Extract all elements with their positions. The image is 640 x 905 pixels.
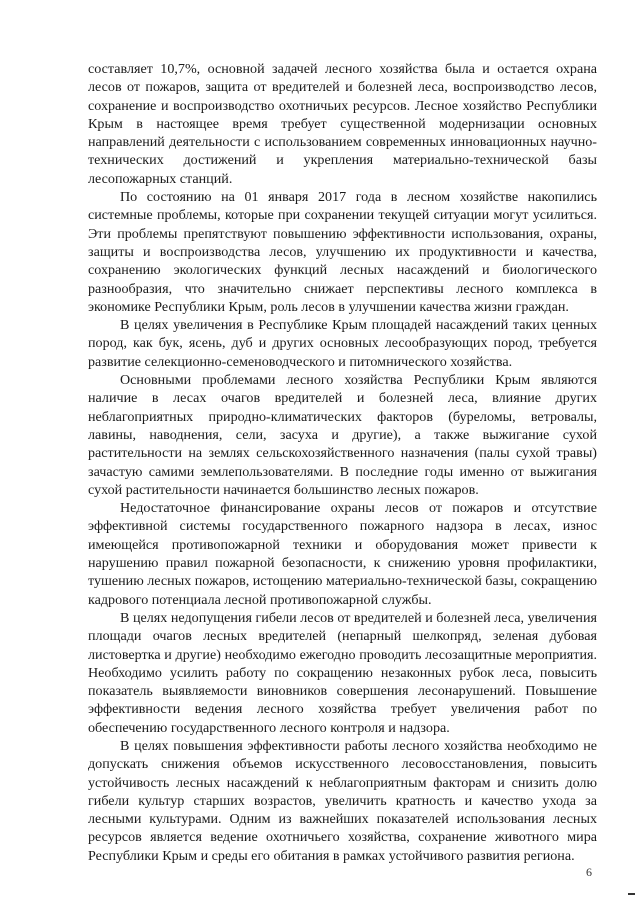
paragraph-7: В целях повышения эффективности работы лесного хозяйства необходимо не допускать снижения объемов искусственного лесовосстановления, повысить устойчивость лесных насаждений к неблагоприятным факторам и снизить долю гибели культур старших возрастов, увеличить кратность и качество ухода за лесными культурами. Одним из важнейших показателей использования лесных ресурсов является ведение охотничьего хозяйства, сохранение животного мира Республики Крым и среды его обитания в рамках устойчивого развития региона. bbox=[88, 737, 597, 864]
document-body bbox=[88, 60, 597, 865]
paragraph-4: Основными проблемами лесного хозяйства Республики Крым являются наличие в лесах очагов вредителей и болезней леса, влияние других неблагоприятных природно-климатических факторов (буреломы, ветровалы, лавины, наводнения, сели, засуха и другие), а также выжигание сухой растительности на землях сельскохозяйственного назначения (палы сухой травы) зачастую самими землепользователями. В последние годы именно от выжигания сухой растительности начинается большинство лесных пожаров. bbox=[88, 372, 597, 498]
paragraph-1: составляет 10,7%, основной задачей лесного хозяйства была и остается охрана лесов от пожаров, защита от вредителей и болезней леса, воспроизводство лесов, сохранение и воспроизводство охотничьих ресурсов. Лесное хозяйство Республики Крым в настоящее время требует существенной модернизации основных направлений деятельности с использованием современных инновационных научно-технических достижений и укрепления материально-технической базы лесопожарных станций. bbox=[88, 61, 597, 187]
paragraph-2: По состоянию на 01 января 2017 года в лесном хозяйстве накопились системные проблемы, которые при сохранении текущей ситуации могут усилиться. Эти проблемы препятствуют повышению эффективности использования, охраны, защиты и воспроизводства лесов, улучшению их продуктивности и качества, сохранению экологических функций лесных насаждений и биологического разнообразия, что значительно снижает перспективы лесного комплекса в экономике Республики Крым, роль лесов в улучшении качества жизни граждан. bbox=[88, 189, 597, 315]
page-number: 6 bbox=[586, 865, 592, 879]
paragraph-6: В целях недопущения гибели лесов от вредителей и болезней леса, увеличения площади очагов лесных вредителей (непарный шелкопряд, зеленая дубовая листовертка и другие) необходимо ежегодно проводить лесозащитные мероприятия. Необходимо усилить работу по сокращению незаконных рубок леса, повысить показатель выявляемости виновников совершения лесонарушений. Повышение эффективности ведения лесного хозяйства требует увеличения работ по обеспечению государственного лесного контроля и надзора. bbox=[88, 609, 597, 736]
paragraph-3: В целях увеличения в Республике Крым площадей насаждений таких ценных пород, как бук, ясень, дуб и других основных лесообразующих пород, требуется развитие селекционно-семеноводческого и питомнического хозяйства. bbox=[88, 317, 597, 370]
paragraph-5: Недостаточное финансирование охраны лесов от пожаров и отсутствие эффективной системы государственного пожарного надзора в лесах, износ имеющейся противопожарной техники и оборудования может привести к нарушению правил пожарной безопасности, к снижению уровня профилактики, тушению лесных пожаров, истощению материально-технической базы, сокращению кадрового потенциала лесной противопожарной службы. bbox=[88, 500, 597, 608]
scan-corner-mark bbox=[628, 893, 635, 895]
